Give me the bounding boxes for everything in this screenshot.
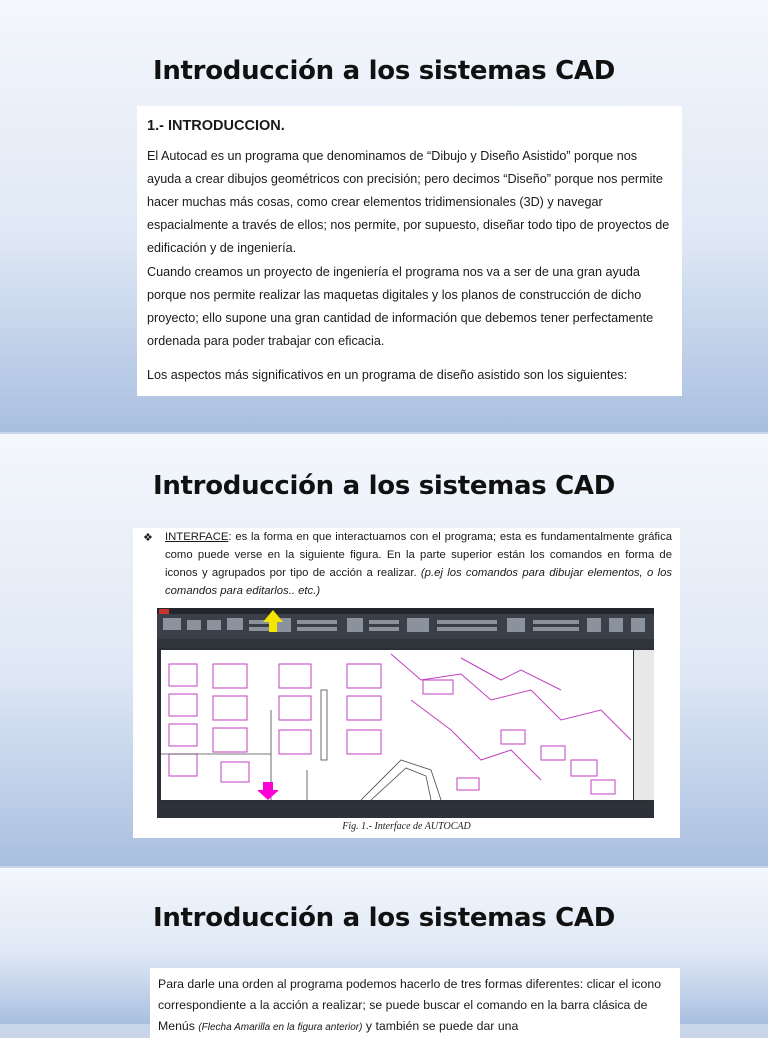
slide-1 [0, 0, 768, 432]
paragraph: El Autocad es un programa que denominamos de “Dibujo y Diseño Asistido” porque nos ayuda a crear dibujos geométricos con precisión; pero decimos “Diseño” porque nos permite hacer muchas más cosas, como crear elementos tridimensionales (3D) y navegar espacialmente a través de ellos; nos permite, por supuesto, diseñar todo tipo de proyectos de edificación y de ingeniería. [147, 149, 670, 255]
slide-3 [0, 868, 768, 1033]
paragraph [150, 968, 680, 1038]
section-heading: 1.- INTRODUCCION. [147, 118, 285, 134]
diamond-bullet-icon: ❖ [143, 532, 153, 544]
slide-title: Introducción a los sistemas CAD [152, 903, 616, 933]
interface-paragraph [165, 528, 672, 600]
floor-plan-drawing [161, 650, 633, 800]
navigation-bar[interactable] [634, 650, 654, 800]
ribbon-icons [157, 608, 654, 648]
paragraph: Cuando creamos un proyecto de ingeniería el programa nos va a ser de una gran ayuda porque nos permite realizar las maquetas digitales y los planos de construcción de dicho proyecto; ello supone una gran cantidad de información que debemos tener perfectamente ordenada para poder trabajar con eficacia. [147, 265, 654, 348]
slide-title: Introducción a los sistemas CAD [152, 56, 616, 86]
interface-excerpt [133, 528, 680, 838]
text-excerpt [137, 106, 682, 396]
interface-example: (p.ej los comandos para dibujar elementos, o los comandos para editarlos.. etc.) [165, 567, 673, 597]
autocad-screenshot [157, 608, 654, 818]
paragraph: Los aspectos más significativos en un programa de diseño asistido son los siguientes: [147, 368, 628, 382]
slide-2 [0, 434, 768, 866]
interface-term: INTERFACE [165, 531, 229, 543]
status-bar [157, 802, 654, 818]
figure-caption: Fig. 1.- Interface de AUTOCAD [342, 821, 471, 832]
paragraph-text: Para darle una orden al programa podemos hacerlo de tres formas diferentes: clicar el icono correspondiente a la acción a realizar; se puede buscar el comando en la barra clásica de Menús [158, 977, 662, 1033]
magenta-arrow-icon [257, 782, 279, 800]
ribbon-toolbar [157, 608, 654, 648]
paragraph-text-end: y también se puede dar una [362, 1019, 519, 1033]
paragraph-note: (Flecha Amarilla en la figura anterior) [198, 1022, 363, 1033]
text-excerpt [150, 968, 680, 1038]
drawing-area[interactable] [161, 650, 633, 800]
interface-text: : es la forma en que interactuamos con el programa; esta es fundamentalmente gráfica como puede verse en la siguiente figura. En la parte superior están los comandos en forma de iconos y agrupados por tipo de acción a realizar. [165, 531, 672, 579]
slide-title: Introducción a los sistemas CAD [152, 471, 616, 501]
